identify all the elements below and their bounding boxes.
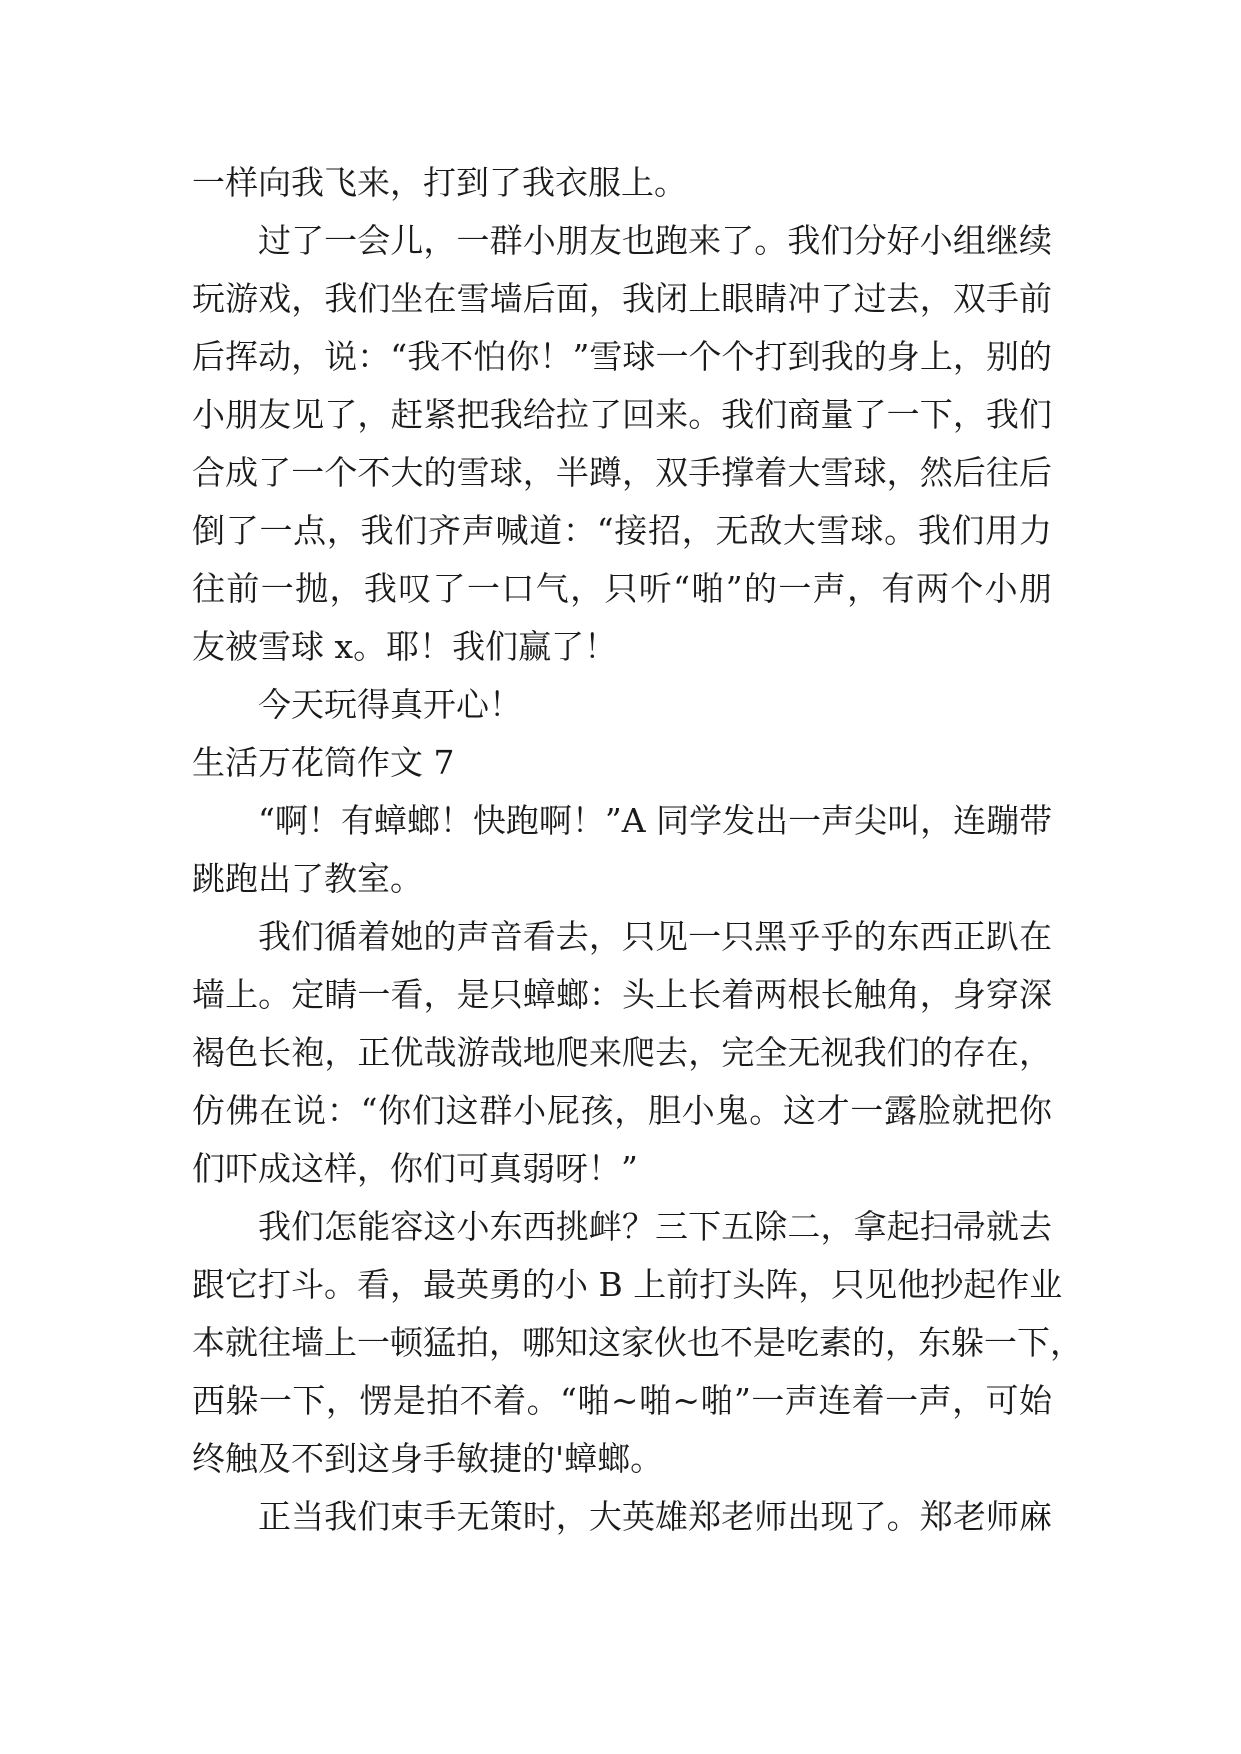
text-line: 一样向我飞来，打到了我衣服上。: [192, 163, 687, 202]
text-line: 友被雪球 x。耶！我们赢了！: [192, 627, 618, 666]
text-line: 往前一抛，我叹了一口气，只听“啪”的一声，有两个小朋: [192, 569, 1052, 608]
text-line: “啊！有蟑螂！快跑啊！”A 同学发出一声尖叫，连蹦带: [258, 801, 1053, 840]
text-line: 跳跑出了教室。: [192, 859, 423, 898]
text-line: 墙上。定睛一看，是只蟑螂：头上长着两根长触角，身穿深: [192, 975, 1052, 1014]
text-line: 今天玩得真开心！: [258, 685, 522, 724]
text-line: 我们怎能容这小东西挑衅？三下五除二，拿起扫帚就去: [258, 1207, 1052, 1246]
text-line: 我们循着她的声音看去，只见一只黑乎乎的东西正趴在: [258, 917, 1052, 956]
text-line: 褐色长袍，正优哉游哉地爬来爬去，完全无视我们的存在，: [192, 1033, 1052, 1072]
text-line: 小朋友见了，赶紧把我给拉了回来。我们商量了一下，我们: [192, 395, 1052, 434]
text-line: 跟它打斗。看，最英勇的小 B 上前打头阵，只见他抄起作业: [192, 1265, 1063, 1304]
text-line: 正当我们束手无策时，大英雄郑老师出现了。郑老师麻: [258, 1497, 1052, 1536]
text-line: 们吓成这样，你们可真弱呀！”: [192, 1149, 638, 1188]
text-line: 合成了一个不大的雪球，半蹲，双手撑着大雪球，然后往后: [192, 453, 1052, 492]
text-line: 倒了一点，我们齐声喊道：“接招，无敌大雪球。我们用力: [192, 511, 1052, 550]
text-line: 终触及不到这身手敏捷的'蟑螂。: [192, 1439, 664, 1478]
text-line: 玩游戏，我们坐在雪墙后面，我闭上眼睛冲了过去，双手前: [192, 279, 1052, 318]
essay-text: [192, 154, 1083, 1546]
text-line: 后挥动，说：“我不怕你！”雪球一个个打到我的身上，别的: [192, 337, 1052, 376]
section-title: 生活万花筒作文 7: [192, 743, 455, 782]
text-line: 仿佛在说：“你们这群小屁孩，胆小鬼。这才一露脸就把你: [192, 1091, 1052, 1130]
text-line: 本就往墙上一顿猛拍，哪知这家伙也不是吃素的，东躲一下，: [192, 1323, 1083, 1362]
text-line: 西躲一下，愣是拍不着。“啪~啪~啪”一声连着一声，可始: [192, 1381, 1052, 1420]
text-line: 过了一会儿，一群小朋友也跑来了。我们分好小组继续: [258, 221, 1052, 260]
